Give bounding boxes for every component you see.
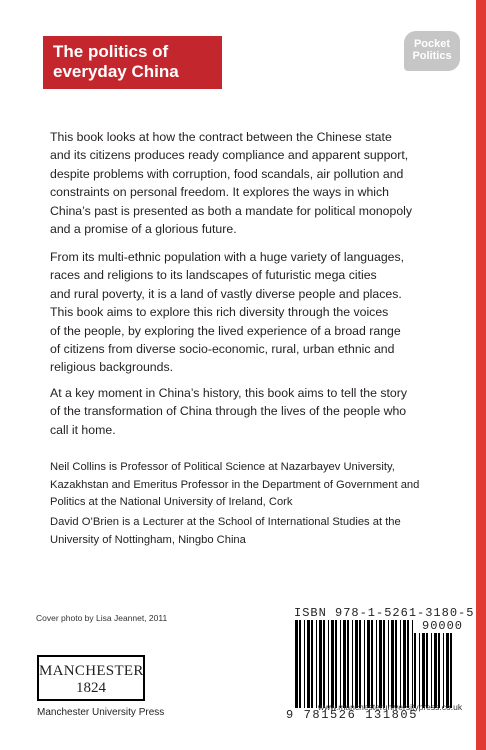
author-bio-collins: Neil Collins is Professor of Political Science at Nazarbayev University, Kazakhstan and Emeritus Professor in the Department of Government and Politics at the National University of Ireland, Cork	[50, 461, 420, 508]
cover-photo-credit: Cover photo by Lisa Jeannet, 2011	[36, 613, 168, 623]
series-title-line-1: The politics of	[53, 42, 169, 61]
red-edge-strip	[476, 0, 486, 750]
logo-name: MANCHESTER	[39, 663, 144, 679]
badge-line-2: Politics	[412, 50, 452, 62]
barcode-digits: 9 781526 131805	[286, 708, 419, 722]
isbn-label: ISBN 978-1-5261-3180-5	[294, 606, 475, 620]
pocket-politics-badge	[404, 31, 460, 71]
price-barcode	[414, 633, 454, 708]
author-bio-obrien: David O’Brien is a Lecturer at the School of International Studies at the University of Nottingham, Ningbo China	[50, 516, 401, 546]
badge-line-1: Pocket	[413, 38, 451, 50]
series-title-line-2: everyday China	[53, 62, 179, 81]
logo-year: 1824	[76, 680, 106, 696]
isbn-barcode	[295, 620, 413, 708]
series-title-box	[43, 36, 222, 89]
description-paragraph-3: At a key moment in China’s history, this book aims to tell the story of the transformation of China through the lives of the people who call it home.	[50, 386, 407, 437]
description-paragraph-2: From its multi-ethnic population with a huge variety of languages, races and religions to its landscapes of futuristic mega cities and rural poverty, it is a land of vastly diverse people and places. This book aims to explore this rich diversity through the voices of the people, by exploring the lived experience of a broad range of citizens from diverse socio-economic, rural, urban ethnic and religious backgrounds.	[50, 250, 405, 375]
publisher-name: Manchester University Press	[37, 707, 165, 718]
description-paragraph-1: This book looks at how the contract between the Chinese state and its citizens produces ready compliance and apparent support, despite problems with corruption, food scandals, air pollution and constraints on personal freedom. It explores the ways in which China’s past is presented as both a mandate for political monopoly and a promise of a glorious future.	[50, 130, 413, 237]
publisher-logo	[37, 655, 145, 701]
publisher-website: www.manchesteruniversitypress.co.uk	[318, 702, 463, 712]
price-code: 90000	[422, 619, 464, 633]
